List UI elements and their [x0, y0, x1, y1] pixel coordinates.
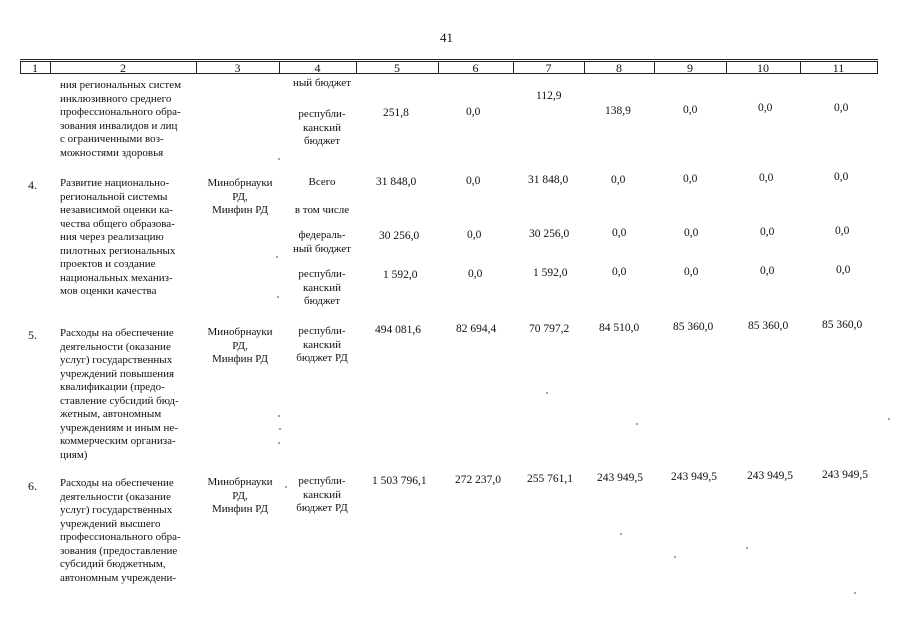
row-4-fed-v8: 0,0 [612, 227, 627, 239]
row-4-total-v5: 31 848,0 [376, 176, 417, 188]
row-4-fed-v6: 0,0 [467, 229, 482, 241]
col-header-8: 8 [616, 61, 622, 75]
scan-speck [278, 442, 280, 444]
row-4-fed-v5: 30 256,0 [379, 230, 420, 242]
row-4-description: Развитие национально- региональной системы независимой оценки ка- чества общего образова- ния через реализацию пилотных региональных проектов и создание национальных механиз- мов оценки качества [60, 177, 176, 297]
row-6-v6: 272 237,0 [455, 474, 501, 486]
row-4-number: 4. [28, 178, 37, 192]
row-4-total-label: Всего [308, 176, 336, 188]
row-4-rep-v7: 1 592,0 [533, 267, 568, 279]
col-header-2: 2 [120, 61, 126, 75]
row-cont-v5: 251,8 [383, 107, 409, 119]
row-4-total-v10: 0,0 [759, 172, 774, 184]
row-4-rep-label: республи- канский бюджет [298, 268, 346, 307]
row-4-rep-v10: 0,0 [760, 265, 775, 277]
row-4-fed-v9: 0,0 [684, 227, 699, 239]
row-4-total-v8: 0,0 [611, 174, 626, 186]
scan-speck [278, 158, 280, 160]
col-header-5: 5 [394, 61, 400, 75]
scan-speck [277, 296, 279, 298]
row-5-executor: Минобрнауки РД, Минфин РД [207, 326, 273, 365]
col-header-11: 11 [832, 61, 845, 75]
scan-speck [279, 428, 281, 430]
col-header-9: 9 [687, 61, 693, 75]
scan-speck [285, 486, 287, 488]
row-4-rep-v8: 0,0 [612, 266, 627, 278]
row-5-v5: 494 081,6 [375, 324, 421, 336]
row-6-executor: Минобрнауки РД, Минфин РД [207, 476, 273, 515]
row-5-v10: 85 360,0 [748, 320, 789, 332]
col-header-1: 1 [32, 61, 38, 75]
row-4-incl-label: в том числе [294, 204, 350, 216]
row-6-v10: 243 949,5 [747, 470, 793, 482]
row-5-number: 5. [28, 328, 37, 342]
row-cont-v10: 0,0 [758, 102, 773, 114]
scan-speck [276, 256, 278, 258]
row-5-description: Расходы на обеспечение деятельности (оказание услуг) государственных учреждений повышения квалификации (предо- ставление субсидий бюд- жетным, автономным учреждениям и иным не- коммерческим организа- циям) [60, 327, 179, 461]
scan-speck [278, 415, 280, 417]
row-4-fed-v7: 30 256,0 [529, 228, 570, 240]
row-6-v11: 243 949,5 [822, 469, 868, 481]
scan-speck [674, 556, 676, 558]
scan-speck [888, 418, 890, 420]
row-4-total-v7: 31 848,0 [528, 174, 569, 186]
col-header-7: 7 [545, 61, 552, 75]
col-header-4: 4 [314, 61, 321, 75]
row-4-rep-v5: 1 592,0 [383, 269, 418, 281]
row-5-v8: 84 510,0 [599, 322, 640, 334]
row-4-rep-v9: 0,0 [684, 266, 699, 278]
row-cont-description: ния региональных систем инклюзивного среднего профессионального обра- зования инвалидов и лиц с ограниченными воз- можностями здоровья [60, 79, 182, 159]
row-cont-budget-top: ный бюджет [293, 77, 351, 89]
row-4-fed-v10: 0,0 [760, 226, 775, 238]
row-4-rep-v6: 0,0 [468, 268, 483, 280]
row-4-total-v9: 0,0 [683, 173, 698, 185]
row-5-v11: 85 360,0 [822, 319, 863, 331]
row-4-executor: Минобрнауки РД, Минфин РД [207, 177, 273, 216]
row-6-budget: республи- канский бюджет РД [296, 475, 348, 514]
col-divider [877, 62, 878, 73]
row-6-v9: 243 949,5 [671, 471, 717, 483]
row-4-total-v6: 0,0 [466, 175, 481, 187]
col-header-6: 6 [472, 61, 479, 75]
row-cont-v8: 138,9 [605, 105, 631, 117]
row-5-v7: 70 797,2 [529, 323, 570, 335]
row-4-rep-v11: 0,0 [836, 264, 851, 276]
row-5-v9: 85 360,0 [673, 321, 714, 333]
row-4-fed-v11: 0,0 [835, 225, 850, 237]
row-cont-v7: 112,9 [536, 90, 562, 102]
row-6-v5: 1 503 796,1 [372, 475, 427, 487]
scan-speck [636, 423, 638, 425]
row-5-v6: 82 694,4 [456, 323, 497, 335]
row-6-v8: 243 949,5 [597, 472, 643, 484]
row-4-total-v11: 0,0 [834, 171, 849, 183]
row-cont-v11: 0,0 [834, 102, 849, 114]
header-top-rule [20, 59, 878, 60]
scan-speck [854, 592, 856, 594]
col-header-3: 3 [234, 61, 241, 75]
col-header-10: 10 [757, 61, 769, 75]
row-cont-budget-rep: республи- канский бюджет [298, 108, 346, 147]
scan-speck [620, 533, 622, 535]
row-cont-v9: 0,0 [683, 104, 698, 116]
row-6-description: Расходы на обеспечение деятельности (оказание услуг) государственных учреждений высшего профессионального обра- зования (предоставление субсидий бюджетным, автономным учреждени- [60, 477, 181, 584]
page-number: 41 [440, 30, 453, 45]
row-6-v7: 255 761,1 [527, 473, 573, 485]
scan-speck [546, 392, 548, 394]
row-6-number: 6. [28, 479, 37, 493]
row-4-fed-label: федераль- ный бюджет [293, 229, 351, 255]
scan-speck [746, 547, 748, 549]
row-cont-v6: 0,0 [466, 106, 481, 118]
row-5-budget: республи- канский бюджет РД [296, 325, 348, 364]
